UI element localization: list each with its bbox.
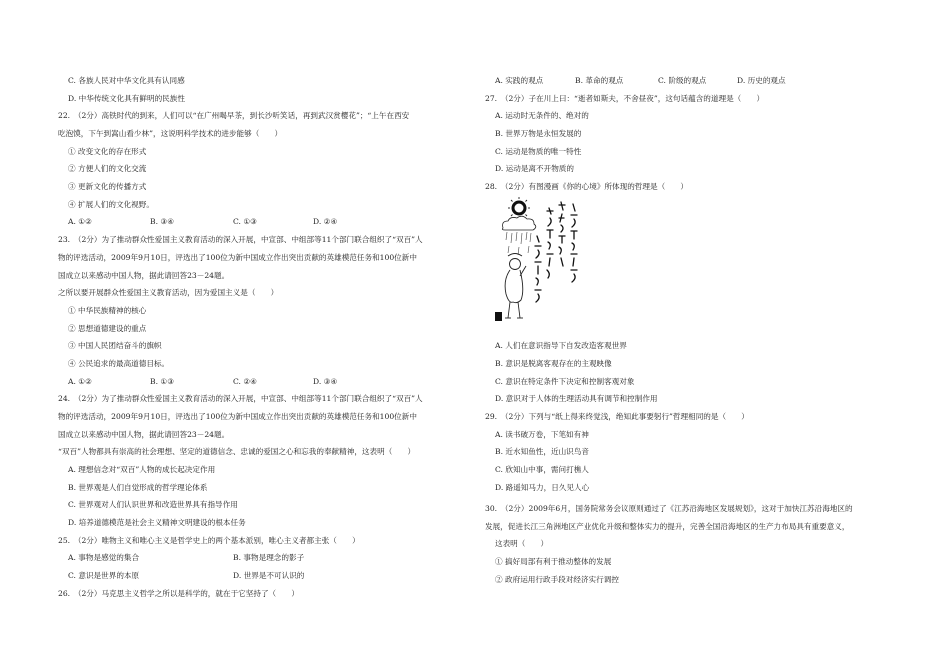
q27-stem-line1: 27. （2分）子在川上曰：“逝者如斯夫，不舍昼夜”，这句话蕴含的道理是（ ）	[485, 94, 765, 103]
q22-option-b[interactable]: B. ③④	[150, 217, 175, 226]
q23-statement-3: ③ 中国人民团结奋斗的旗帜	[68, 341, 162, 350]
q28-option-a[interactable]: A. 人们在意识指导下自发改造客观世界	[495, 341, 627, 350]
q25-option-a[interactable]: A. 事物是感觉的集合	[68, 553, 140, 562]
q24-option-b[interactable]: B. 世界观是人们自觉形成的哲学理论体系	[68, 483, 208, 492]
q30-stem-line1: 30. （2分）2009年6月，国务院常务会议原则通过了《江苏沿海地区发展规划》，这对于加快江苏沿海地区的	[485, 504, 853, 513]
q25-stem-line1: 25. （2分）唯物主义和唯心主义是哲学史上的两个基本派别，唯心主义者都主张（ ）	[58, 536, 360, 545]
q30-statement-1: ① 搞好局部有利于推动整体的发展	[495, 557, 612, 566]
q22-statement-2: ② 方便人们的文化交流	[68, 164, 147, 173]
q23-option-b[interactable]: B. ①③	[150, 377, 175, 386]
q24-stem-line2: 物的评选活动，2009年9月10日，评选出了100位为新中国成立作出突出贡献的英雄模范任务和100位新中	[58, 412, 417, 421]
cloud-drawing	[502, 216, 535, 230]
q29-option-d[interactable]: D. 路遥知马力，日久见人心	[495, 483, 590, 492]
q29-option-c[interactable]: C. 欣知山中事，需问打樵人	[495, 465, 589, 474]
q25-option-b[interactable]: B. 事物是理念的影子	[233, 553, 305, 562]
cartoon-your-mood	[493, 196, 591, 328]
q23-options	[58, 373, 476, 390]
q25-option-c[interactable]: C. 意识是世界的本原	[68, 571, 140, 580]
q22-stem-line1: 22. （2分）高铁时代的到来，人们可以“在广州喝早茶，到长沙听笑话，再到武汉赏樱花”；“上午在西安	[58, 111, 410, 120]
q26-option-d[interactable]: D. 历史的观点	[737, 76, 786, 85]
q22-statement-3: ③ 更新文化的传播方式	[68, 182, 147, 191]
q26-option-c[interactable]: C. 阶级的观点	[658, 76, 707, 85]
q29-option-b[interactable]: B. 近水知鱼性，近山识鸟音	[495, 447, 589, 456]
q24-stem-line1: 24. （2分）为了推动群众性爱国主义教育活动的深入开展，中宣部、中组部等11个部门联合组织了“双百”人	[58, 394, 423, 403]
q22-option-c[interactable]: C. ①③	[233, 217, 257, 226]
q25-option-d[interactable]: D. 世界是不可认识的	[233, 571, 305, 580]
person-drawing	[505, 254, 526, 319]
q23-stem-line4: 之所以要开展群众性爱国主义教育活动，因为爱国主义是（ ）	[58, 288, 279, 297]
q24-option-a[interactable]: A. 理想信念对“双百”人物的成长起决定作用	[68, 465, 216, 474]
q29-option-a[interactable]: A. 读书破万卷，下笔如有神	[495, 430, 589, 439]
q29-stem-line1: 29. （2分）下列与“纸上得来终觉浅，绝知此事要躬行”哲理相同的是（ ）	[485, 412, 749, 421]
q27-option-b[interactable]: B. 世界万物是永恒发展的	[495, 129, 582, 138]
rain-drawing	[506, 232, 531, 255]
q22-stem-line2: 吃泡馍，下午到嵩山看少林”，这说明科学技术的进步能够（ ）	[58, 129, 283, 138]
q25-options-row2	[58, 567, 476, 584]
q24-option-d[interactable]: D. 培养道德模范是社会主义精神文明建设的根本任务	[68, 518, 246, 527]
q23-stem-line2: 物的评选活动，2009年9月10日，评选出了100位为新中国成立作出突出贡献的英雄模范任务和100位新中	[58, 253, 417, 262]
q23-option-a[interactable]: A. ①②	[68, 377, 92, 386]
q21-option-d: D. 中华传统文化具有鲜明的民族性	[68, 94, 185, 103]
q22-options	[58, 213, 476, 230]
q27-option-c[interactable]: C. 运动是物质的唯一特性	[495, 147, 582, 156]
q28-stem-line1: 28. （2分）有图漫画《你的心境》所体现的哲理是（ ）	[485, 182, 688, 191]
q22-option-d[interactable]: D. ②④	[313, 217, 338, 226]
q25-options-row1	[58, 549, 476, 566]
q24-stem-line3: 国成立以来感动中国人物，据此请回答23－24题。	[58, 430, 230, 439]
q27-option-d[interactable]: D. 运动是离不开物质的	[495, 164, 574, 173]
handwritten-caption	[495, 202, 577, 321]
q23-statement-4: ④ 公民追求的最高道德目标。	[68, 359, 170, 368]
q23-stem-line3: 国成立以来感动中国人物，据此请回答23－24题。	[58, 271, 230, 280]
q22-option-a[interactable]: A. ①②	[68, 217, 92, 226]
sun-drawing	[508, 197, 530, 219]
q26-stem-line1: 26. （2分）马克思主义哲学之所以是科学的，就在于它坚持了（ ）	[58, 589, 299, 598]
q28-option-c[interactable]: C. 意识在特定条件下决定和控制客观对象	[495, 377, 635, 386]
q23-option-d[interactable]: D. ③④	[313, 377, 338, 386]
q24-option-c[interactable]: C. 世界观对人们认识世界和改造世界具有指导作用	[68, 500, 238, 509]
q30-stem-line3: 这表明（ ）	[495, 539, 549, 548]
q26-option-b[interactable]: B. 革命的观点	[575, 76, 624, 85]
q30-stem-line2: 发展，促进长江三角洲地区产业优化升级和整体实力的提升，完善全国沿海地区的生产力布局具有重要意义，	[485, 522, 850, 531]
q22-statement-4: ④ 扩展人们的文化视野。	[68, 200, 154, 209]
q24-stem-line4: “双百”人物都具有崇高的社会理想、坚定的道德信念、忠诚的爱国之心和忘我的奉献精神，这表明（ ）	[58, 447, 416, 456]
q23-stem-line1: 23. （2分）为了推动群众性爱国主义教育活动的深入开展，中宣部、中组部等11个部门联合组织了“双百”人	[58, 235, 423, 244]
q21-option-c: C. 各族人民对中华文化具有认同感	[68, 76, 185, 85]
q23-statement-1: ① 中华民族精神的核心	[68, 306, 147, 315]
q22-statement-1: ① 改变文化的存在形式	[68, 147, 147, 156]
q23-statement-2: ② 思想道德建设的重点	[68, 324, 147, 333]
q26-option-a[interactable]: A. 实践的观点	[495, 76, 544, 85]
q27-option-a[interactable]: A. 运动时无条件的、绝对的	[495, 111, 589, 120]
q26-options	[485, 72, 900, 89]
q28-option-d[interactable]: D. 意识对于人体的生理活动具有调节和控制作用	[495, 394, 658, 403]
q30-statement-2: ② 政府运用行政手段对经济实行调控	[495, 575, 619, 584]
q23-option-c[interactable]: C. ②④	[233, 377, 257, 386]
q28-option-b[interactable]: B. 意识是脱离客观存在的主观映像	[495, 359, 612, 368]
